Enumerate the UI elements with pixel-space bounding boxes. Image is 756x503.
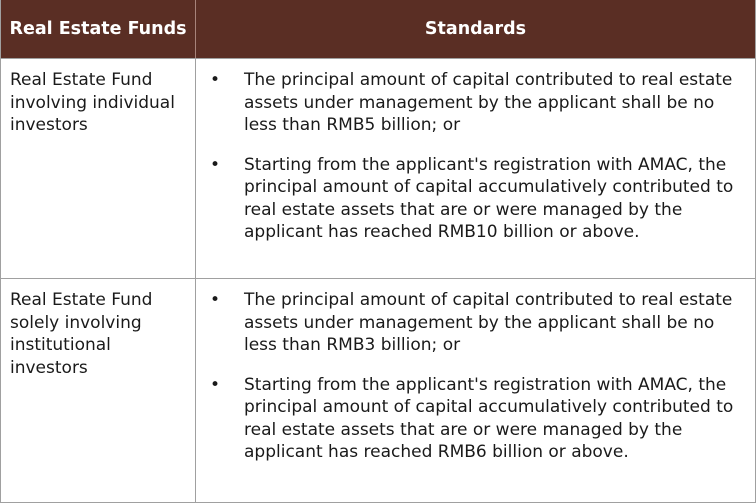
- standard-item: [196, 289, 755, 357]
- standard-text: Starting from the applicant's registration with AMAC, the principal amount of capital accumulatively contributed to real estate assets that are or were managed by the applicant has reached RMB6 billion or above.: [244, 374, 734, 462]
- bullet-icon: •: [210, 374, 221, 395]
- standard-item: [196, 69, 755, 137]
- bullet-icon: •: [210, 290, 221, 310]
- standard-item: [196, 374, 755, 464]
- bullet-icon: •: [210, 154, 221, 175]
- table-header: [1, 0, 755, 58]
- header-real-estate-funds: Real Estate Funds: [1, 0, 196, 58]
- standards-cell: [196, 279, 755, 502]
- fund-type-cell: Real Estate Fund solely involving institutional investors: [1, 279, 196, 502]
- standard-text: Starting from the applicant's registration with AMAC, the principal amount of capital accumulatively contributed to real estate assets that are or were managed by the applicant has reached RMB10 billion or above.: [244, 154, 734, 242]
- standard-text: The principal amount of capital contributed to real estate assets under management by the applicant shall be no less than RMB5 billion; or: [244, 70, 733, 135]
- standards-cell: [196, 59, 755, 278]
- standard-item: [196, 154, 755, 244]
- standard-text: The principal amount of capital contributed to real estate assets under management by the applicant shall be no less than RMB3 billion; or: [244, 290, 733, 355]
- header-standards: Standards: [424, 19, 527, 39]
- fund-type-cell: Real Estate Fund involving individual investors: [1, 59, 196, 278]
- table-row: [1, 278, 755, 502]
- table-row: [1, 58, 755, 278]
- bullet-icon: •: [210, 70, 221, 90]
